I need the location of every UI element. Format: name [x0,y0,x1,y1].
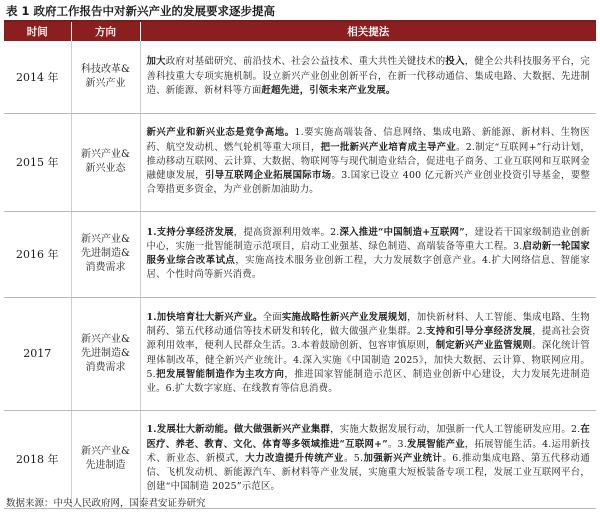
direction-line: 新兴产业 [85,77,126,89]
emphasis-text: 赶超先进，引领未来产业发展。 [261,84,396,96]
description-text: ，加快新材料、人工智能、集成电路、生物制药、第五代移动通信等技术研发和转化，做大做强产业集群。2. [146,311,590,338]
direction-cell [71,410,140,508]
description-text: ，提高社会资源利用效率，便利人民群众生活。3.本着鼓励创新、包容审慎原则， [146,326,591,352]
description-text: 。2.制定“互联网+”行动计划，推动移动互联网、云计算、大数据、物联网等与现代制造业结合，促进电子商务、工业互联网和互联网金融健康发展， [146,141,591,182]
year-cell: 2015 年 [4,113,71,211]
emphasis-text: 实施战略性新兴产业发展规划 [281,311,408,323]
direction-line: 新兴产业& [81,333,130,345]
description-text: 1.要实施高端装备、信息网络、集成电路、新能源、新材料、生物医药、航空发动机、燃气轮机等重大项目， [146,127,590,153]
table-row [4,41,596,113]
description-text: ，推进国家智能制造示范区、制造业创新中心建设，大力发展先进制造业。6.扩大数字家庭、在线教育等信息消费。 [146,368,590,394]
direction-line: 先进制造& [81,248,130,259]
direction-cell [71,211,140,297]
description-text: ，实施高技术服务业创新工程，大力发展数字创意产业。4.扩大网络信息、智能家居、个性时尚等新兴消费。 [146,255,590,281]
description-text: ，实施大数据发展行动，加强新一代人工智能研发应用。2. [330,424,581,436]
year-cell: 2018 年 [4,410,71,508]
table-header-row [4,22,596,41]
description-text: 。3. [387,438,407,450]
table-caption: 表 1 政府工作报告中对新兴产业的发展要求逐步提高 [6,4,276,18]
description-text: ，建设若干国家级制造业创新中心，实施一批智能制造示范项目，启动工业强基、绿色制造、高端装备等重大工程。3. [146,226,590,252]
emphasis-text: 1.发展壮大新动能。做大做强新兴产业集群 [146,424,331,436]
description-cell [140,211,596,297]
emphasis-text: 引导互联网企业拓展国际市场 [204,170,332,182]
description-cell [140,410,596,508]
emphasis-text: 启动新一轮国家服务业综合改革试点 [146,240,591,266]
emphasis-text: 大力改造提升传统产业 [245,452,344,464]
emphasis-text: 1.加快培育壮大新兴产业。 [146,311,263,323]
header-direction: 方向 [71,22,140,41]
description-text: 全面 [262,311,282,323]
description-cell [140,297,596,410]
year-cell: 2016 年 [4,211,71,297]
description-text: 政府对基础研究、前沿技术、社会公益技术、重大共性关键技术的 [165,56,446,68]
emphasis-text: 新兴产业和新兴业态是竞争高地。 [146,127,295,139]
description-text: 。6.推动集成电路、第五代移动通信、飞机发动机、新能源汽车、新材料等产业发展，实施重大短板装备专项工程，发展工业互联网平台，创建“中国制造 2025”示范区。 [146,452,590,493]
direction-cell [71,113,140,211]
table-row [4,211,596,297]
policy-table [4,22,596,509]
year-cell: 2014 年 [4,41,71,113]
direction-line: 先进制造& [81,347,130,359]
emphasis-text: 在医疗、养老、教育、文化、体育等多领域推进“互联网+” [146,424,590,450]
emphasis-text: 把发展智能制造作为主攻方向 [155,368,285,380]
data-source-note: 数据来源：中央人民政府网，国泰君安证券研究 [6,498,206,509]
table-row [4,410,596,508]
emphasis-text: 投入 [445,56,465,68]
emphasis-text: 加强新兴产业统计 [363,452,443,464]
emphasis-text: 加大 [146,56,166,68]
direction-line: 消费需求 [85,262,126,273]
emphasis-text: 支持和引导分享经济发展 [425,326,533,338]
direction-line: 先进制造 [85,460,126,471]
year-cell: 2017 [4,297,71,410]
direction-line: 新兴业态 [85,163,126,174]
table-row [4,297,596,410]
emphasis-text: 发展智能产业 [406,438,465,450]
description-text: 。深化统计管理体制改革，健全新兴产业统计。4.深入实施《中国制造 2025》，加快大数据、云计算、物联网应用。5. [146,340,590,380]
description-text: ，健全公共科技服务平台，完善科技重大专项实施机制。设立新兴产业创业创新平台，在新一代移动通信、集成电路、大数据、先进制造、新能源、新材料等方面 [146,56,590,96]
description-text: ，提高资源利用效率。2. [233,226,340,238]
direction-line: 新兴产业& [81,234,130,245]
description-text: 。5. [343,452,364,464]
direction-cell [71,297,140,410]
emphasis-text: 制定新兴产业监管规则 [435,340,533,352]
description-text: ，拓展智能生活。4.运用新技术、新业态、新模式， [146,438,591,464]
table-row [4,113,596,211]
description-text: 。3.国家已设立 400 亿元新兴产业创业投资引导基金，要整合筹措更多资金，为产业创新加油助力。 [146,170,591,196]
emphasis-text: 深入推进“中国制造+互联网” [339,226,465,238]
description-cell [140,113,596,211]
emphasis-text: 把一批新兴产业培育成主导产业 [320,141,457,153]
direction-line: 新兴产业& [81,446,130,457]
direction-line: 新兴产业& [81,149,130,160]
direction-line: 科技改革& [81,63,130,75]
description-cell [140,41,596,113]
header-time: 时间 [4,22,71,41]
direction-line: 消费需求 [85,361,126,373]
emphasis-text: 1.支持分享经济发展 [146,226,234,238]
direction-cell [71,41,140,113]
header-description: 相关提法 [140,22,596,41]
